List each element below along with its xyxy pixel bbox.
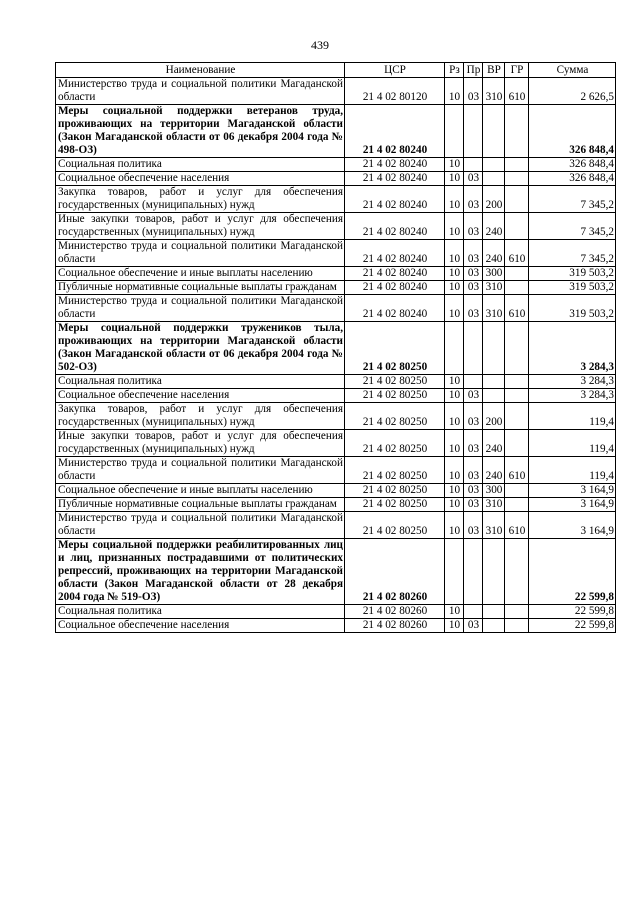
table-row: [56, 512, 616, 539]
cell-sum: 22 599,8: [529, 605, 616, 619]
cell-csr: 21 4 02 80240: [345, 213, 445, 240]
cell-gr: [505, 186, 529, 213]
cell-csr: 21 4 02 80250: [345, 512, 445, 539]
cell-rz: 10: [445, 295, 464, 322]
cell-vr: [483, 322, 505, 375]
cell-rz: 10: [445, 186, 464, 213]
cell-rz: [445, 105, 464, 158]
cell-name: Социальное обеспечение и иные выплаты населению: [56, 267, 345, 281]
cell-vr: 240: [483, 457, 505, 484]
cell-sum: 319 503,2: [529, 281, 616, 295]
cell-gr: [505, 539, 529, 605]
cell-rz: 10: [445, 172, 464, 186]
cell-rz: 10: [445, 78, 464, 105]
table-row: [56, 457, 616, 484]
cell-pr: 03: [464, 172, 483, 186]
table-row: [56, 281, 616, 295]
cell-csr: 21 4 02 80240: [345, 267, 445, 281]
cell-name: Социальное обеспечение и иные выплаты населению: [56, 484, 345, 498]
cell-pr: [464, 539, 483, 605]
cell-sum: 3 284,3: [529, 375, 616, 389]
cell-name: Социальная политика: [56, 605, 345, 619]
cell-pr: 03: [464, 619, 483, 633]
cell-pr: [464, 105, 483, 158]
cell-pr: 03: [464, 213, 483, 240]
cell-pr: 03: [464, 498, 483, 512]
header-gr: ГР: [505, 63, 529, 78]
page-number: 439: [311, 38, 329, 52]
cell-vr: 300: [483, 484, 505, 498]
cell-sum: 3 164,9: [529, 484, 616, 498]
cell-gr: [505, 322, 529, 375]
cell-sum: 3 164,9: [529, 498, 616, 512]
cell-pr: [464, 605, 483, 619]
cell-name: Социальное обеспечение населения: [56, 172, 345, 186]
cell-vr: 240: [483, 213, 505, 240]
cell-pr: [464, 158, 483, 172]
cell-sum: 326 848,4: [529, 172, 616, 186]
cell-name: Иные закупки товаров, работ и услуг для обеспечения государственных (муниципальных) нужд: [56, 430, 345, 457]
cell-pr: 03: [464, 240, 483, 267]
cell-name: Министерство труда и социальной политики Магаданской области: [56, 457, 345, 484]
cell-sum: 3 284,3: [529, 389, 616, 403]
table-row: [56, 78, 616, 105]
cell-name: Меры социальной поддержки реабилитированных лиц и лиц, признанных пострадавшими от политических репрессий, проживающих на территории Магаданской области (Закон Магаданской области от 28 декабря 2004 года № 519-ОЗ): [56, 539, 345, 605]
cell-vr: 310: [483, 512, 505, 539]
cell-rz: 10: [445, 389, 464, 403]
cell-gr: [505, 430, 529, 457]
cell-rz: 10: [445, 281, 464, 295]
cell-name: Министерство труда и социальной политики Магаданской области: [56, 295, 345, 322]
table-row: [56, 240, 616, 267]
cell-pr: 03: [464, 403, 483, 430]
cell-sum: 2 626,5: [529, 78, 616, 105]
cell-rz: 10: [445, 403, 464, 430]
cell-vr: 310: [483, 498, 505, 512]
cell-csr: 21 4 02 80250: [345, 484, 445, 498]
cell-csr: 21 4 02 80250: [345, 430, 445, 457]
cell-csr: 21 4 02 80250: [345, 403, 445, 430]
cell-rz: 10: [445, 512, 464, 539]
cell-rz: 10: [445, 619, 464, 633]
cell-gr: [505, 498, 529, 512]
cell-gr: [505, 375, 529, 389]
cell-gr: [505, 605, 529, 619]
cell-csr: 21 4 02 80250: [345, 322, 445, 375]
cell-sum: 7 345,2: [529, 213, 616, 240]
cell-gr: 610: [505, 457, 529, 484]
cell-name: Меры социальной поддержки ветеранов труда, проживающих на территории Магаданской области (Закон Магаданской области от 06 декабря 2004 года № 498-ОЗ): [56, 105, 345, 158]
cell-csr: 21 4 02 80260: [345, 605, 445, 619]
cell-vr: 310: [483, 281, 505, 295]
cell-csr: 21 4 02 80250: [345, 375, 445, 389]
cell-gr: [505, 281, 529, 295]
cell-csr: 21 4 02 80240: [345, 158, 445, 172]
cell-csr: 21 4 02 80260: [345, 619, 445, 633]
cell-vr: 310: [483, 78, 505, 105]
cell-sum: 319 503,2: [529, 267, 616, 281]
cell-vr: 310: [483, 295, 505, 322]
table-row: [56, 186, 616, 213]
cell-rz: 10: [445, 267, 464, 281]
header-csr: ЦСР: [345, 63, 445, 78]
cell-pr: [464, 375, 483, 389]
cell-gr: [505, 484, 529, 498]
cell-rz: 10: [445, 213, 464, 240]
cell-sum: 7 345,2: [529, 186, 616, 213]
cell-gr: 610: [505, 295, 529, 322]
cell-pr: 03: [464, 389, 483, 403]
cell-name: Министерство труда и социальной политики Магаданской области: [56, 240, 345, 267]
cell-vr: [483, 619, 505, 633]
cell-vr: [483, 172, 505, 186]
cell-name: Социальное обеспечение населения: [56, 389, 345, 403]
cell-csr: 21 4 02 80240: [345, 240, 445, 267]
cell-rz: 10: [445, 375, 464, 389]
cell-sum: 119,4: [529, 457, 616, 484]
cell-name: Публичные нормативные социальные выплаты гражданам: [56, 281, 345, 295]
cell-rz: 10: [445, 605, 464, 619]
cell-vr: 200: [483, 186, 505, 213]
cell-sum: 3 164,9: [529, 512, 616, 539]
table-row: [56, 389, 616, 403]
cell-sum: 119,4: [529, 430, 616, 457]
cell-name: Закупка товаров, работ и услуг для обеспечения государственных (муниципальных) нужд: [56, 186, 345, 213]
cell-pr: 03: [464, 430, 483, 457]
cell-name: Публичные нормативные социальные выплаты гражданам: [56, 498, 345, 512]
cell-name: Иные закупки товаров, работ и услуг для обеспечения государственных (муниципальных) нужд: [56, 213, 345, 240]
table-row: [56, 295, 616, 322]
cell-vr: 240: [483, 430, 505, 457]
cell-csr: 21 4 02 80240: [345, 295, 445, 322]
cell-vr: [483, 105, 505, 158]
cell-sum: 119,4: [529, 403, 616, 430]
cell-pr: [464, 322, 483, 375]
cell-gr: [505, 172, 529, 186]
cell-vr: [483, 158, 505, 172]
table-row: [56, 105, 616, 158]
table-row: [56, 498, 616, 512]
table-row: [56, 403, 616, 430]
cell-sum: 22 599,8: [529, 619, 616, 633]
cell-pr: 03: [464, 281, 483, 295]
cell-csr: 21 4 02 80240: [345, 186, 445, 213]
cell-csr: 21 4 02 80250: [345, 457, 445, 484]
table-row: [56, 605, 616, 619]
cell-vr: 300: [483, 267, 505, 281]
cell-vr: [483, 375, 505, 389]
table-row: [56, 213, 616, 240]
header-vr: ВР: [483, 63, 505, 78]
cell-name: Социальное обеспечение населения: [56, 619, 345, 633]
table-row: [56, 539, 616, 605]
header-sum: Сумма: [529, 63, 616, 78]
cell-name: Закупка товаров, работ и услуг для обеспечения государственных (муниципальных) нужд: [56, 403, 345, 430]
cell-pr: 03: [464, 484, 483, 498]
cell-rz: 10: [445, 484, 464, 498]
cell-pr: 03: [464, 78, 483, 105]
cell-csr: 21 4 02 80120: [345, 78, 445, 105]
cell-gr: [505, 403, 529, 430]
cell-csr: 21 4 02 80250: [345, 389, 445, 403]
cell-vr: [483, 539, 505, 605]
cell-csr: 21 4 02 80260: [345, 539, 445, 605]
table-row: [56, 322, 616, 375]
cell-rz: [445, 322, 464, 375]
cell-name: Министерство труда и социальной политики Магаданской области: [56, 78, 345, 105]
cell-gr: 610: [505, 78, 529, 105]
table-header-row: [56, 63, 616, 78]
cell-pr: 03: [464, 457, 483, 484]
cell-gr: [505, 158, 529, 172]
cell-rz: 10: [445, 498, 464, 512]
table-row: [56, 267, 616, 281]
table-row: [56, 430, 616, 457]
table-row: [56, 172, 616, 186]
cell-rz: 10: [445, 430, 464, 457]
cell-gr: [505, 267, 529, 281]
cell-csr: 21 4 02 80250: [345, 498, 445, 512]
cell-pr: 03: [464, 512, 483, 539]
cell-pr: 03: [464, 267, 483, 281]
cell-vr: 240: [483, 240, 505, 267]
cell-rz: 10: [445, 240, 464, 267]
cell-name: Министерство труда и социальной политики Магаданской области: [56, 512, 345, 539]
budget-table: [55, 62, 616, 633]
cell-rz: [445, 539, 464, 605]
table-body: [56, 78, 616, 633]
cell-pr: 03: [464, 186, 483, 213]
cell-csr: 21 4 02 80240: [345, 172, 445, 186]
header-name: Наименование: [56, 63, 345, 78]
table-row: [56, 375, 616, 389]
table-row: [56, 158, 616, 172]
cell-sum: 3 284,3: [529, 322, 616, 375]
cell-csr: 21 4 02 80240: [345, 281, 445, 295]
cell-vr: [483, 605, 505, 619]
cell-gr: 610: [505, 512, 529, 539]
cell-vr: [483, 389, 505, 403]
header-pr: Пр: [464, 63, 483, 78]
cell-gr: 610: [505, 240, 529, 267]
table-row: [56, 619, 616, 633]
table-row: [56, 484, 616, 498]
cell-sum: 7 345,2: [529, 240, 616, 267]
cell-sum: 319 503,2: [529, 295, 616, 322]
cell-vr: 200: [483, 403, 505, 430]
header-rz: Рз: [445, 63, 464, 78]
cell-name: Социальная политика: [56, 375, 345, 389]
cell-gr: [505, 213, 529, 240]
cell-rz: 10: [445, 457, 464, 484]
cell-gr: [505, 619, 529, 633]
cell-gr: [505, 389, 529, 403]
cell-gr: [505, 105, 529, 158]
cell-csr: 21 4 02 80240: [345, 105, 445, 158]
cell-sum: 326 848,4: [529, 158, 616, 172]
cell-rz: 10: [445, 158, 464, 172]
cell-pr: 03: [464, 295, 483, 322]
cell-name: Социальная политика: [56, 158, 345, 172]
cell-sum: 326 848,4: [529, 105, 616, 158]
cell-sum: 22 599,8: [529, 539, 616, 605]
cell-name: Меры социальной поддержки тружеников тыла, проживающих на территории Магаданской области (Закон Магаданской области от 06 декабря 2004 года № 502-ОЗ): [56, 322, 345, 375]
